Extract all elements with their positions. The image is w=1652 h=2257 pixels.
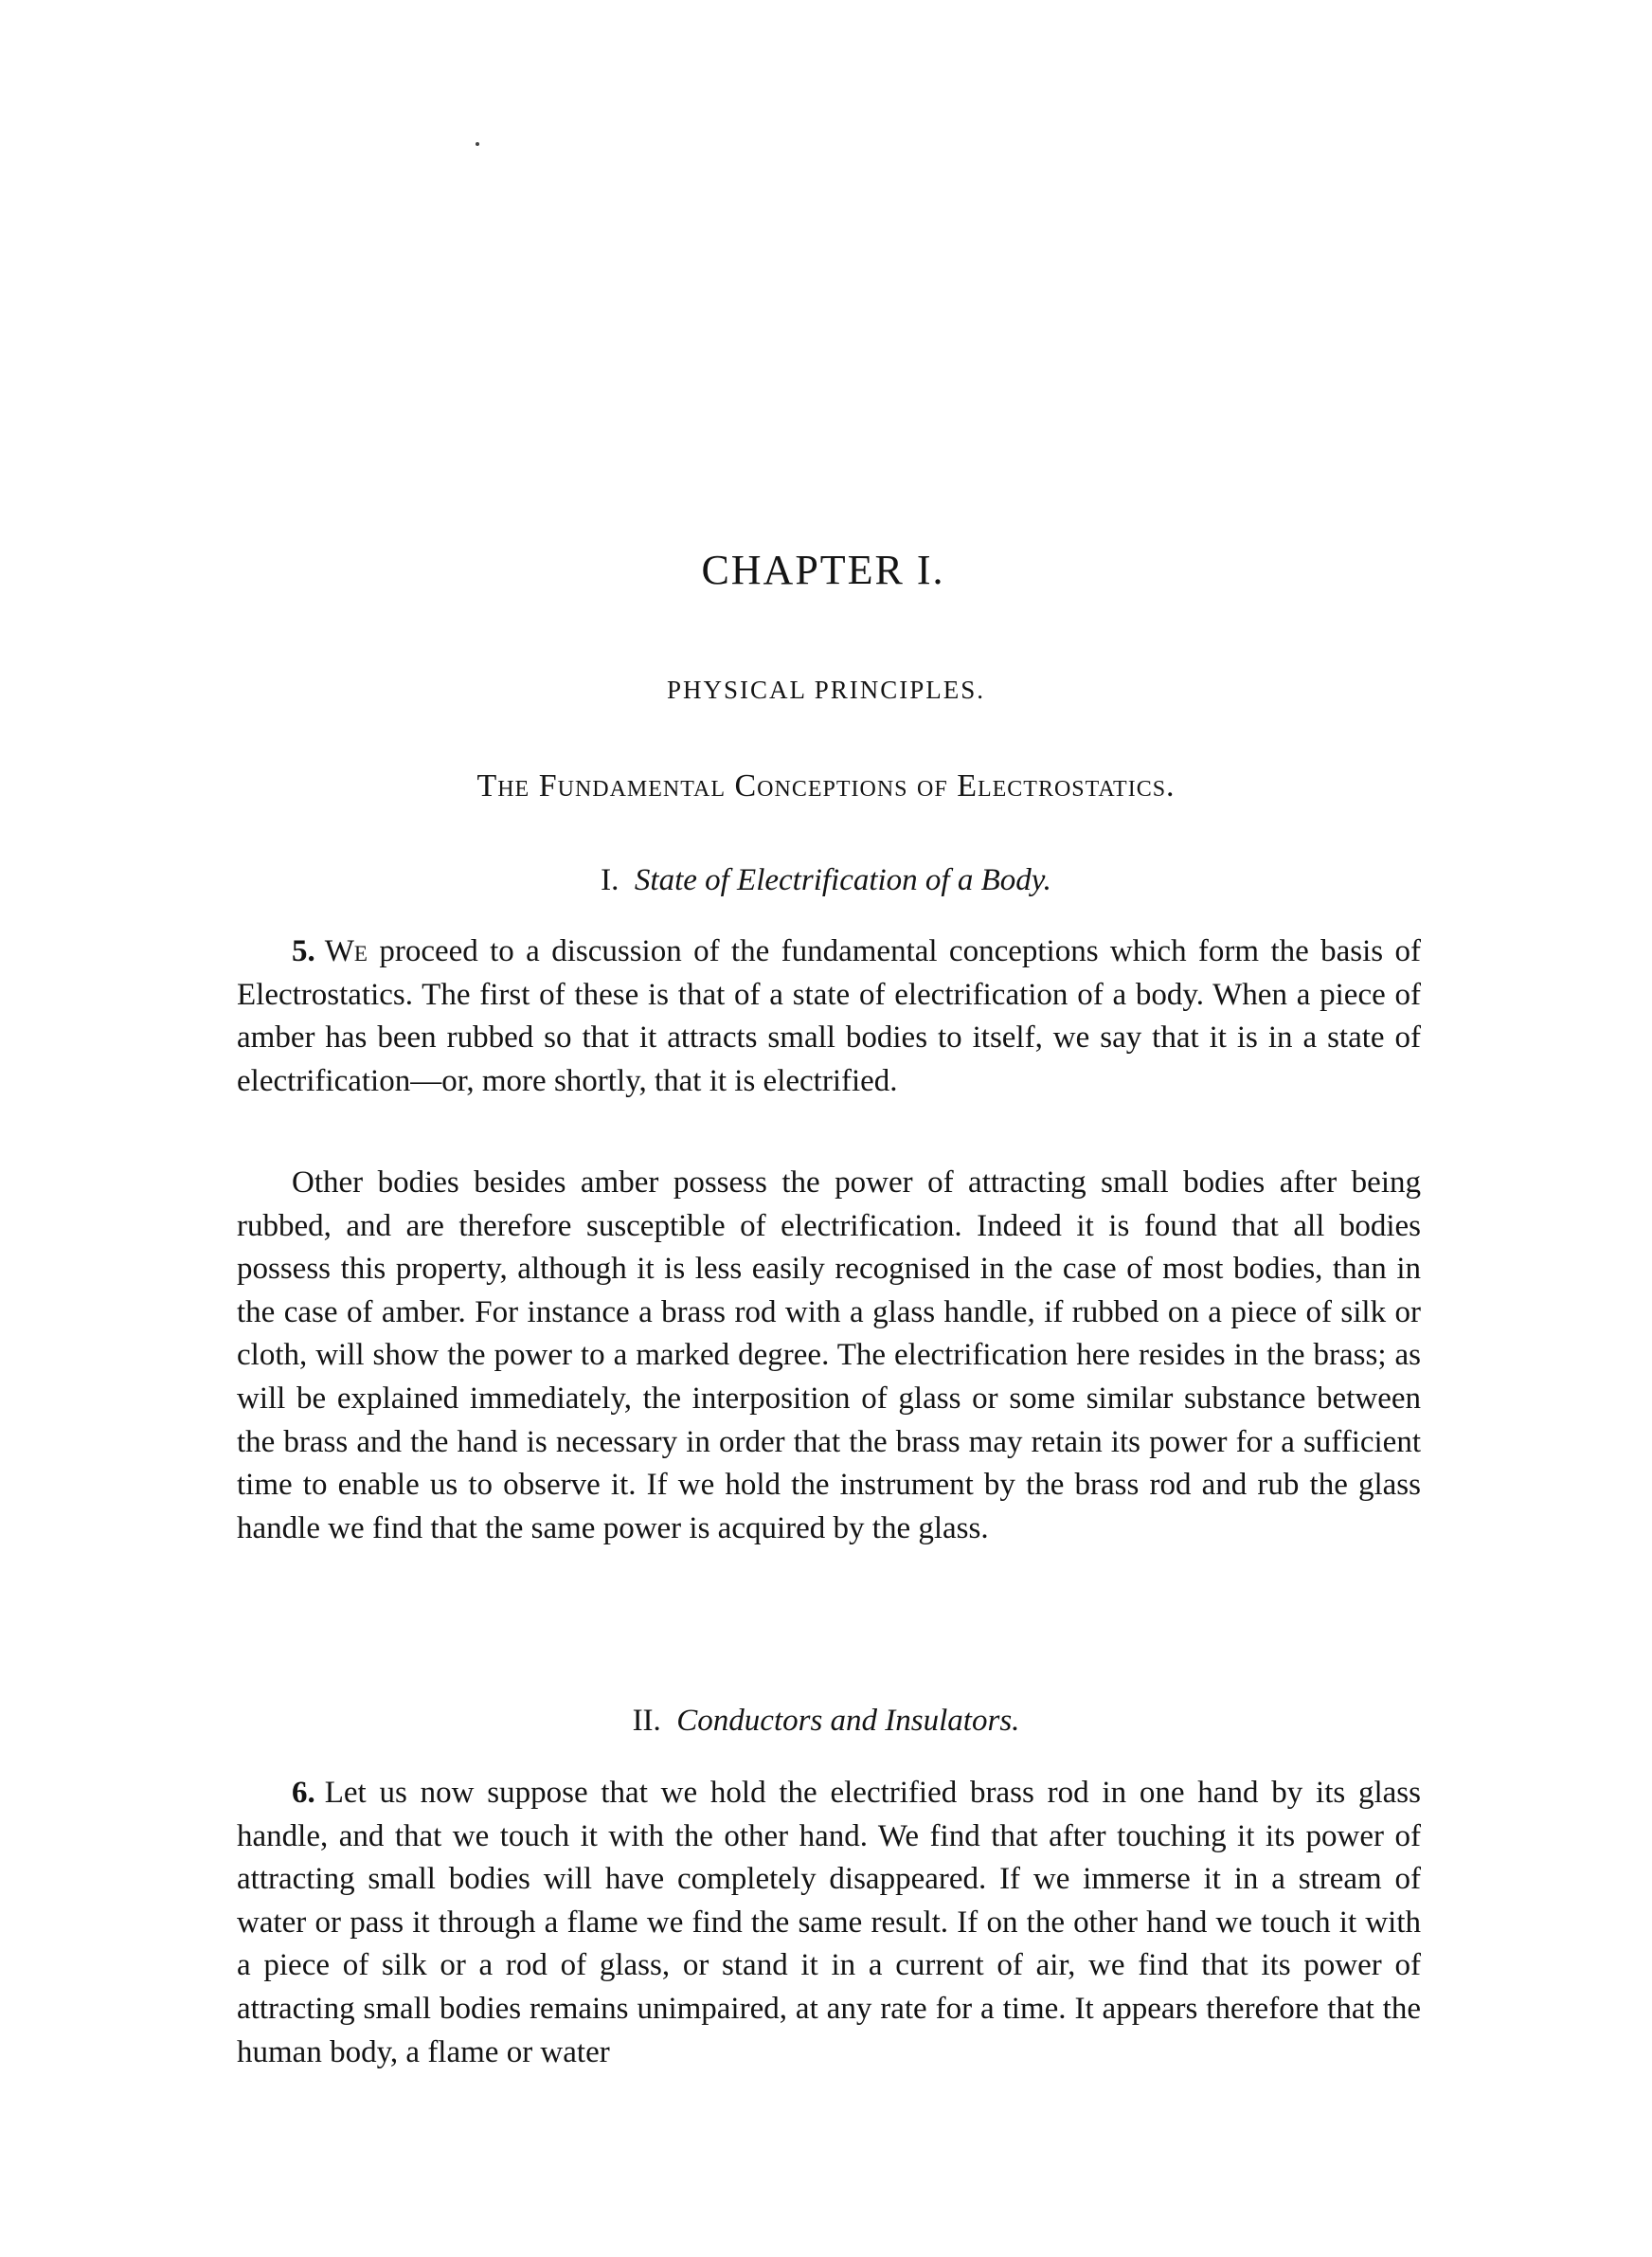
- subsection-number: I.: [601, 863, 620, 897]
- subsection-title: Conductors and Insulators.: [676, 1704, 1020, 1738]
- section-heading: The Fundamental Conceptions of Electrostatics.: [476, 768, 1176, 803]
- subsection-title: State of Electrification of a Body.: [634, 863, 1051, 897]
- paragraph-6: [237, 1772, 1421, 2074]
- paragraph-text: Other bodies besides amber possess the power of attracting small bodies after being rubbed, and are therefore susceptible of electrification. Indeed it is found that all bodies possess this property, although it is less easily recognised in the case of most bodies, than in the case of amber. For instance a brass rod with a glass handle, if rubbed on a piece of silk or cloth, will show the power to a marked degree. The electrification here resides in the brass; as will be explained immediately, the interposition of glass or some similar substance between the brass and the hand is necessary in order that the brass may retain its power for a sufficient time to enable us to observe it. If we hold the instrument by the brass rod and rub the glass handle we find that the same power is acquired by the glass.: [237, 1165, 1421, 1545]
- paragraph-text: Let us now suppose that we hold the electrified brass rod in one hand by its glass handle, and that we touch it with the other hand. We find that after touching it its power of attracting small bodies will have completely disappeared. If we immerse it in a stream of water or pass it through a flame we find the same result. If on the other hand we touch it with a piece of silk or a rod of glass, or stand it in a current of air, we find that its power of attracting small bodies remains unimpaired, at any rate for a time. It appears therefore that the human body, a flame or water: [237, 1776, 1421, 2069]
- chapter-title: CHAPTER I.: [701, 547, 945, 593]
- print-speck: [476, 142, 479, 146]
- part-title: PHYSICAL PRINCIPLES.: [666, 676, 986, 704]
- paragraph-text: proceed to a discussion of the fundamental conceptions which form the basis of Electrostatics. The first of these is that of a state of electrification of a body. When a piece of amber has been rubbed so that it attracts small bodies to itself, we say that it is in a state of electrification—or, more shortly, that it is electrified.: [237, 934, 1422, 1098]
- paragraph-5: [237, 930, 1421, 1103]
- paragraph-lead-word: We: [324, 934, 368, 968]
- subsection-heading-1: [0, 865, 1652, 896]
- paragraph-number: 5.: [292, 934, 315, 968]
- subsection-number: II.: [632, 1704, 661, 1738]
- paragraph-5-continued: [237, 1162, 1421, 1550]
- paragraph-number: 6.: [292, 1776, 315, 1810]
- subsection-heading-2: [0, 1706, 1652, 1737]
